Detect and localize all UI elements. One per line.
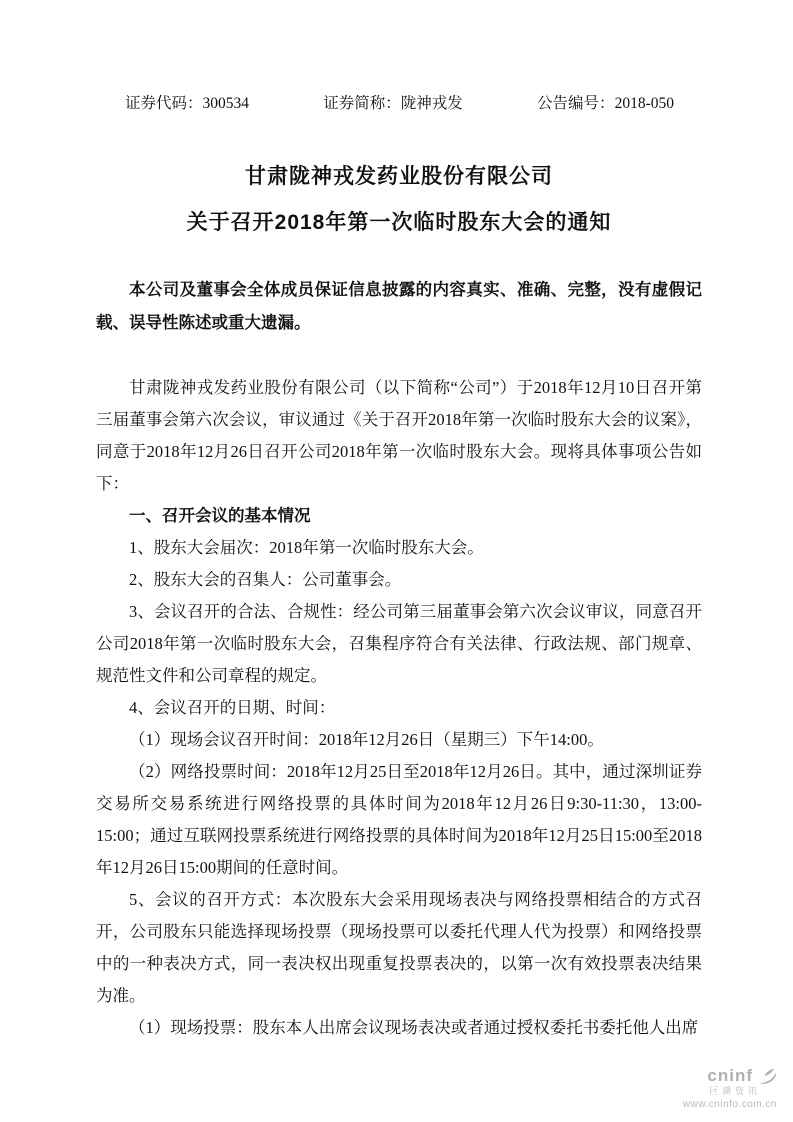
- disclaimer-notice: 本公司及董事会全体成员保证信息披露的内容真实、准确、完整，没有虚假记载、误导性陈述或重大遗漏。: [96, 281, 702, 332]
- document-meta-row: [96, 91, 702, 113]
- item-5-meeting-method: 5、会议的召开方式：本次股东大会采用现场表决与网络投票相结合的方式召开，公司股东只能选择现场投票（现场投票可以委托代理人代为投票）和网络投票中的一种表决方式，同一表决权出现重复投票表决的，以第一次有效投票表决结果为准。: [96, 890, 702, 1005]
- cninfo-url: www.cninfo.com.cn: [682, 1099, 777, 1110]
- item-4-1-onsite-time: （1）现场会议召开时间：2018年12月26日（星期三）下午14:00。: [129, 730, 604, 749]
- document-body: [96, 372, 702, 1044]
- item-2-convener: 2、股东大会的召集人：公司董事会。: [129, 570, 402, 589]
- stock-short-name-label: 证券简称：: [323, 95, 401, 112]
- cninfo-subtitle: 巨潮资讯: [708, 1086, 761, 1097]
- item-4-date-time: 4、会议召开的日期、时间：: [129, 698, 336, 717]
- stock-short-name: [323, 91, 463, 113]
- cninfo-brand-text: cninf: [707, 1066, 753, 1086]
- item-4-2-online-voting-time: （2）网络投票时间：2018年12月25日至2018年12月26日。其中，通过深圳证券交易所交易系统进行网络投票的具体时间为2018年12月26日9:30-11:30，13:00-15:00；通过互联网投票系统进行网络投票的具体时间为2018年12月25日15:00至2018年12月26日15:00期间的任意时间。: [96, 762, 702, 877]
- stock-short-name-value: 陇神戎发: [400, 95, 463, 112]
- announcement-number-label: 公告编号：: [537, 95, 615, 112]
- stock-code-label: 证券代码：: [125, 95, 203, 112]
- document-title-line1: 甘肃陇神戎发药业股份有限公司: [245, 165, 553, 188]
- announcement-number: [537, 91, 674, 113]
- item-1-meeting-session: 1、股东大会届次：2018年第一次临时股东大会。: [129, 538, 484, 557]
- stock-code-value: 300534: [202, 95, 250, 112]
- item-3-legality: 3、会议召开的合法、合规性：经公司第三届董事会第六次会议审议，同意召开公司2018年第一次临时股东大会，召集程序符合有关法律、行政法规、部门规章、规范性文件和公司章程的规定。: [96, 602, 702, 685]
- section1-heading: 一、召开会议的基本情况: [129, 507, 311, 525]
- cninfo-swirl-icon: [755, 1068, 777, 1085]
- cninfo-logo-row: [667, 1067, 777, 1086]
- document-title-line2: 关于召开2018年第一次临时股东大会的通知: [186, 211, 612, 234]
- intro-paragraph: 甘肃陇神戎发药业股份有限公司（以下简称“公司”）于2018年12月10日召开第三届董事会第六次会议，审议通过《关于召开2018年第一次临时股东大会的议案》，同意于2018年12月26日召开公司2018年第一次临时股东大会。现将具体事项公告如下：: [96, 378, 702, 493]
- document-content: [96, 0, 702, 1044]
- stock-code: [125, 91, 249, 113]
- announcement-number-value: 2018-050: [614, 95, 674, 112]
- cninfo-logo: [667, 1067, 777, 1110]
- item-5-1-onsite-voting: （1）现场投票：股东本人出席会议现场表决或者通过授权委托书委托他人出席: [129, 1018, 699, 1037]
